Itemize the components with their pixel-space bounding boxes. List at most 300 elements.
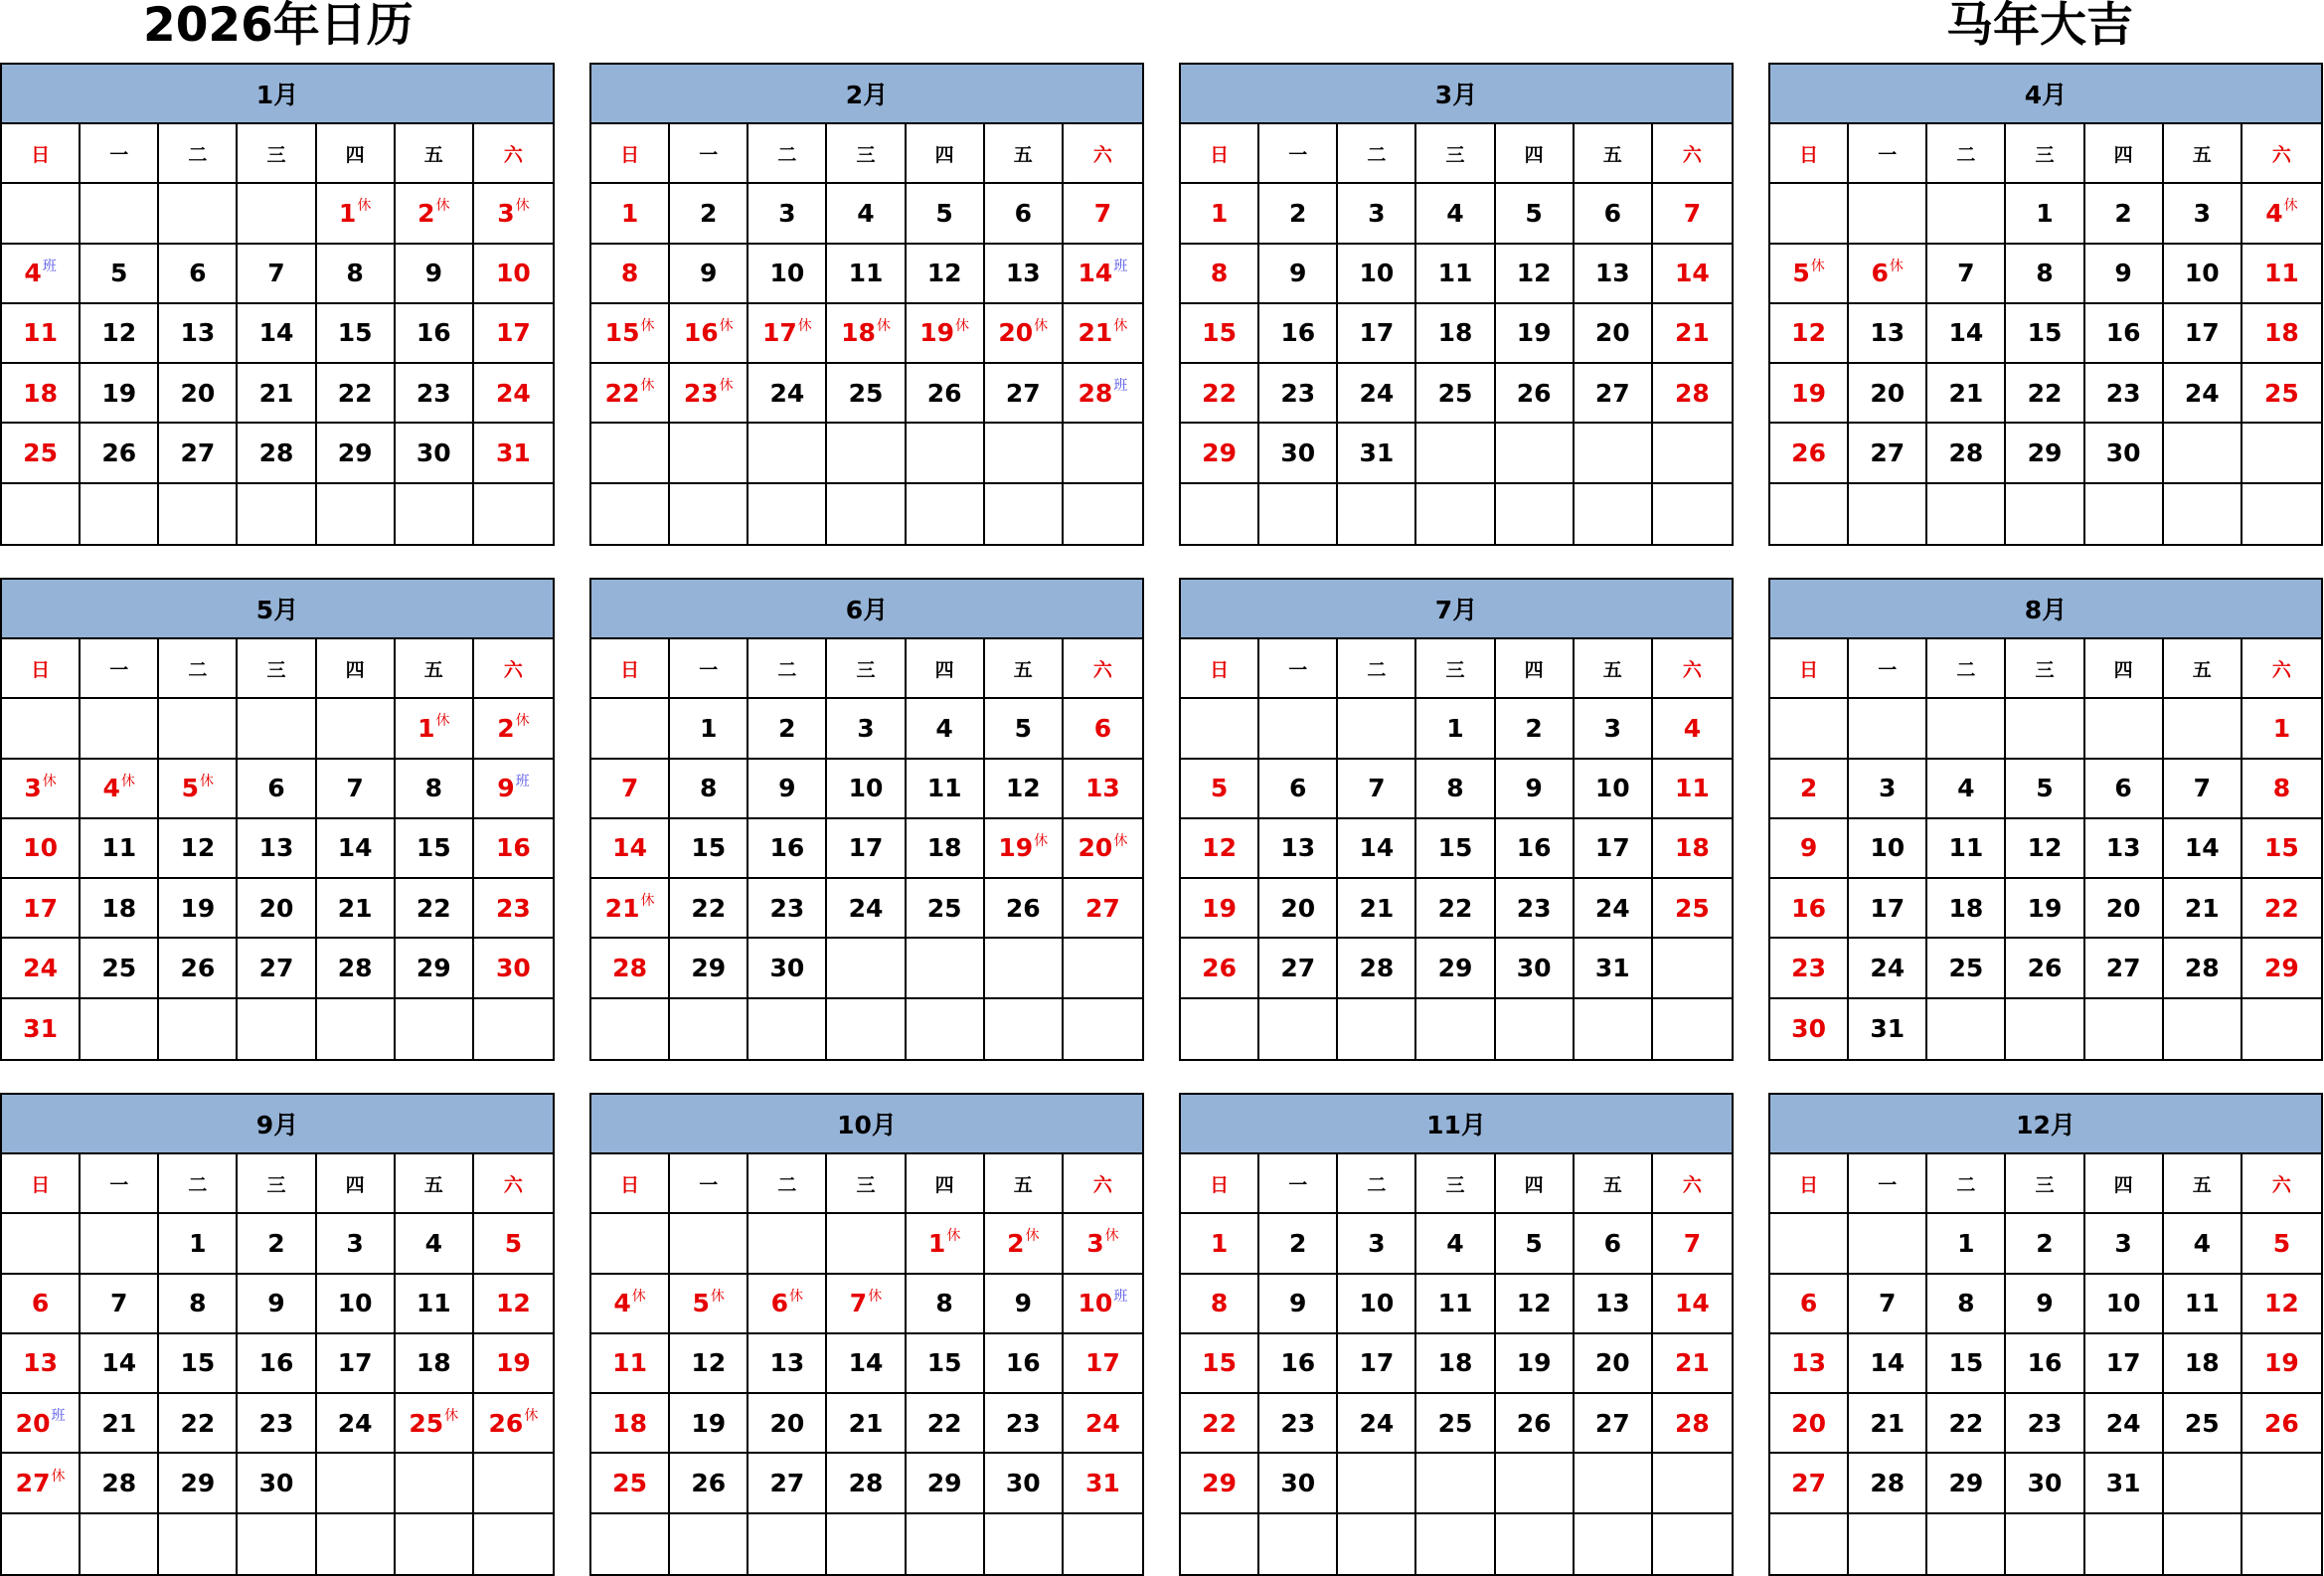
day-cell[interactable] [396, 424, 474, 483]
day-cell[interactable] [748, 1334, 827, 1394]
day-cell[interactable] [2006, 939, 2084, 998]
day-cell[interactable] [1575, 245, 1653, 304]
day-cell[interactable] [1416, 1214, 1495, 1274]
day-cell[interactable] [1575, 1334, 1653, 1394]
day-cell[interactable] [317, 879, 396, 939]
day-cell[interactable] [1064, 1394, 1142, 1454]
day-cell[interactable] [2242, 1214, 2321, 1274]
day-cell[interactable] [81, 819, 159, 879]
day-cell[interactable] [748, 1394, 827, 1454]
day-cell[interactable] [985, 1275, 1064, 1334]
day-cell[interactable] [827, 699, 906, 759]
day-cell[interactable] [81, 879, 159, 939]
day-cell[interactable] [1064, 819, 1142, 879]
day-cell[interactable] [2164, 364, 2242, 424]
day-cell[interactable] [1496, 819, 1575, 879]
day-cell[interactable] [396, 304, 474, 364]
day-cell[interactable] [2242, 1275, 2321, 1334]
day-cell[interactable] [81, 1454, 159, 1513]
day-cell[interactable] [1338, 424, 1416, 483]
day-cell[interactable] [1496, 1214, 1575, 1274]
day-cell[interactable] [2085, 304, 2164, 364]
day-cell[interactable] [985, 1394, 1064, 1454]
day-cell[interactable] [1770, 304, 1849, 364]
day-cell[interactable] [1849, 364, 1927, 424]
day-cell[interactable] [238, 304, 316, 364]
day-cell[interactable] [159, 819, 238, 879]
day-cell[interactable] [591, 1275, 670, 1334]
day-cell[interactable] [159, 364, 238, 424]
day-cell[interactable] [985, 699, 1064, 759]
day-cell[interactable] [1259, 1275, 1338, 1334]
day-cell[interactable] [2242, 819, 2321, 879]
day-cell[interactable] [81, 424, 159, 483]
day-cell[interactable] [396, 939, 474, 998]
day-cell[interactable] [1259, 245, 1338, 304]
day-cell[interactable] [2242, 699, 2321, 759]
day-cell[interactable] [1338, 304, 1416, 364]
day-cell[interactable] [1259, 184, 1338, 244]
day-cell[interactable] [1181, 1334, 1259, 1394]
day-cell[interactable] [2, 999, 81, 1059]
day-cell[interactable] [2, 364, 81, 424]
day-cell[interactable] [238, 1334, 316, 1394]
day-cell[interactable] [317, 304, 396, 364]
day-cell[interactable] [2085, 184, 2164, 244]
day-cell[interactable] [591, 879, 670, 939]
day-cell[interactable] [2085, 760, 2164, 819]
day-cell[interactable] [1416, 1275, 1495, 1334]
day-cell[interactable] [317, 1334, 396, 1394]
day-cell[interactable] [81, 304, 159, 364]
day-cell[interactable] [81, 760, 159, 819]
day-cell[interactable] [1653, 364, 1732, 424]
day-cell[interactable] [1416, 1334, 1495, 1394]
day-cell[interactable] [985, 1454, 1064, 1513]
day-cell[interactable] [1653, 760, 1732, 819]
day-cell[interactable] [1849, 1454, 1927, 1513]
day-cell[interactable] [1338, 364, 1416, 424]
day-cell[interactable] [1259, 364, 1338, 424]
day-cell[interactable] [238, 1394, 316, 1454]
day-cell[interactable] [2164, 819, 2242, 879]
day-cell[interactable] [907, 1214, 985, 1274]
day-cell[interactable] [591, 939, 670, 998]
day-cell[interactable] [396, 1394, 474, 1454]
day-cell[interactable] [2164, 1394, 2242, 1454]
day-cell[interactable] [1496, 760, 1575, 819]
day-cell[interactable] [2, 1275, 81, 1334]
day-cell[interactable] [396, 879, 474, 939]
day-cell[interactable] [1496, 1334, 1575, 1394]
day-cell[interactable] [670, 1454, 748, 1513]
day-cell[interactable] [827, 760, 906, 819]
day-cell[interactable] [81, 245, 159, 304]
day-cell[interactable] [2, 819, 81, 879]
day-cell[interactable] [985, 184, 1064, 244]
day-cell[interactable] [748, 879, 827, 939]
day-cell[interactable] [1259, 939, 1338, 998]
day-cell[interactable] [1849, 879, 1927, 939]
day-cell[interactable] [396, 184, 474, 244]
day-cell[interactable] [2, 939, 81, 998]
day-cell[interactable] [317, 1394, 396, 1454]
day-cell[interactable] [985, 1214, 1064, 1274]
day-cell[interactable] [1927, 819, 2006, 879]
day-cell[interactable] [1770, 760, 1849, 819]
day-cell[interactable] [748, 760, 827, 819]
day-cell[interactable] [1064, 879, 1142, 939]
day-cell[interactable] [238, 245, 316, 304]
day-cell[interactable] [1259, 819, 1338, 879]
day-cell[interactable] [2006, 1334, 2084, 1394]
day-cell[interactable] [1653, 1334, 1732, 1394]
day-cell[interactable] [591, 1394, 670, 1454]
day-cell[interactable] [2164, 245, 2242, 304]
day-cell[interactable] [1927, 939, 2006, 998]
day-cell[interactable] [1849, 939, 1927, 998]
day-cell[interactable] [1064, 760, 1142, 819]
day-cell[interactable] [81, 1334, 159, 1394]
day-cell[interactable] [748, 699, 827, 759]
day-cell[interactable] [396, 819, 474, 879]
day-cell[interactable] [1416, 245, 1495, 304]
day-cell[interactable] [748, 819, 827, 879]
day-cell[interactable] [1770, 999, 1849, 1059]
day-cell[interactable] [2242, 1334, 2321, 1394]
day-cell[interactable] [2085, 1394, 2164, 1454]
day-cell[interactable] [1927, 364, 2006, 424]
day-cell[interactable] [985, 879, 1064, 939]
day-cell[interactable] [474, 879, 553, 939]
day-cell[interactable] [670, 760, 748, 819]
day-cell[interactable] [827, 184, 906, 244]
day-cell[interactable] [2006, 1275, 2084, 1334]
day-cell[interactable] [827, 1394, 906, 1454]
day-cell[interactable] [1416, 304, 1495, 364]
day-cell[interactable] [1064, 699, 1142, 759]
day-cell[interactable] [317, 245, 396, 304]
day-cell[interactable] [474, 1275, 553, 1334]
day-cell[interactable] [2164, 1214, 2242, 1274]
day-cell[interactable] [1181, 1275, 1259, 1334]
day-cell[interactable] [1338, 184, 1416, 244]
day-cell[interactable] [474, 1334, 553, 1394]
day-cell[interactable] [1181, 939, 1259, 998]
day-cell[interactable] [317, 1214, 396, 1274]
day-cell[interactable] [591, 364, 670, 424]
day-cell[interactable] [2164, 184, 2242, 244]
day-cell[interactable] [670, 879, 748, 939]
day-cell[interactable] [1338, 1214, 1416, 1274]
day-cell[interactable] [1653, 1275, 1732, 1334]
day-cell[interactable] [396, 364, 474, 424]
day-cell[interactable] [1416, 819, 1495, 879]
day-cell[interactable] [907, 879, 985, 939]
day-cell[interactable] [474, 184, 553, 244]
day-cell[interactable] [1338, 819, 1416, 879]
day-cell[interactable] [1259, 879, 1338, 939]
day-cell[interactable] [1849, 999, 1927, 1059]
day-cell[interactable] [1770, 1334, 1849, 1394]
day-cell[interactable] [907, 1334, 985, 1394]
day-cell[interactable] [1653, 304, 1732, 364]
day-cell[interactable] [317, 364, 396, 424]
day-cell[interactable] [1770, 364, 1849, 424]
day-cell[interactable] [2164, 879, 2242, 939]
day-cell[interactable] [985, 760, 1064, 819]
day-cell[interactable] [2, 760, 81, 819]
day-cell[interactable] [1849, 1394, 1927, 1454]
day-cell[interactable] [1181, 879, 1259, 939]
day-cell[interactable] [827, 1334, 906, 1394]
day-cell[interactable] [159, 879, 238, 939]
day-cell[interactable] [1181, 245, 1259, 304]
day-cell[interactable] [2164, 1275, 2242, 1334]
day-cell[interactable] [1575, 1214, 1653, 1274]
day-cell[interactable] [81, 939, 159, 998]
day-cell[interactable] [1496, 245, 1575, 304]
day-cell[interactable] [317, 1275, 396, 1334]
day-cell[interactable] [1181, 1214, 1259, 1274]
day-cell[interactable] [1927, 424, 2006, 483]
day-cell[interactable] [670, 304, 748, 364]
day-cell[interactable] [1849, 819, 1927, 879]
day-cell[interactable] [670, 245, 748, 304]
day-cell[interactable] [1575, 879, 1653, 939]
day-cell[interactable] [1575, 364, 1653, 424]
day-cell[interactable] [907, 364, 985, 424]
day-cell[interactable] [159, 424, 238, 483]
day-cell[interactable] [2085, 1275, 2164, 1334]
day-cell[interactable] [474, 304, 553, 364]
day-cell[interactable] [1927, 1275, 2006, 1334]
day-cell[interactable] [1575, 760, 1653, 819]
day-cell[interactable] [2006, 184, 2084, 244]
day-cell[interactable] [1338, 1275, 1416, 1334]
day-cell[interactable] [1496, 939, 1575, 998]
day-cell[interactable] [670, 184, 748, 244]
day-cell[interactable] [1181, 424, 1259, 483]
day-cell[interactable] [1416, 879, 1495, 939]
day-cell[interactable] [238, 1214, 316, 1274]
day-cell[interactable] [2006, 1394, 2084, 1454]
day-cell[interactable] [1338, 879, 1416, 939]
day-cell[interactable] [2, 304, 81, 364]
day-cell[interactable] [2085, 1214, 2164, 1274]
day-cell[interactable] [2242, 184, 2321, 244]
day-cell[interactable] [1181, 184, 1259, 244]
day-cell[interactable] [1496, 699, 1575, 759]
day-cell[interactable] [1653, 1394, 1732, 1454]
day-cell[interactable] [1496, 1394, 1575, 1454]
day-cell[interactable] [2006, 304, 2084, 364]
day-cell[interactable] [1849, 1334, 1927, 1394]
day-cell[interactable] [748, 304, 827, 364]
day-cell[interactable] [670, 939, 748, 998]
day-cell[interactable] [1849, 1275, 1927, 1334]
day-cell[interactable] [474, 939, 553, 998]
day-cell[interactable] [1416, 184, 1495, 244]
day-cell[interactable] [159, 1214, 238, 1274]
day-cell[interactable] [1770, 1394, 1849, 1454]
day-cell[interactable] [1496, 364, 1575, 424]
day-cell[interactable] [396, 1334, 474, 1394]
day-cell[interactable] [1849, 245, 1927, 304]
day-cell[interactable] [2006, 1214, 2084, 1274]
day-cell[interactable] [474, 1394, 553, 1454]
day-cell[interactable] [2085, 364, 2164, 424]
day-cell[interactable] [907, 184, 985, 244]
day-cell[interactable] [1181, 760, 1259, 819]
day-cell[interactable] [2, 1454, 81, 1513]
day-cell[interactable] [474, 424, 553, 483]
day-cell[interactable] [317, 760, 396, 819]
day-cell[interactable] [591, 184, 670, 244]
day-cell[interactable] [1181, 364, 1259, 424]
day-cell[interactable] [474, 760, 553, 819]
day-cell[interactable] [1338, 1334, 1416, 1394]
day-cell[interactable] [2085, 1454, 2164, 1513]
day-cell[interactable] [2242, 304, 2321, 364]
day-cell[interactable] [1064, 184, 1142, 244]
day-cell[interactable] [474, 245, 553, 304]
day-cell[interactable] [1338, 245, 1416, 304]
day-cell[interactable] [1927, 1214, 2006, 1274]
day-cell[interactable] [396, 1214, 474, 1274]
day-cell[interactable] [1496, 304, 1575, 364]
day-cell[interactable] [1927, 1334, 2006, 1394]
day-cell[interactable] [474, 699, 553, 759]
day-cell[interactable] [827, 245, 906, 304]
day-cell[interactable] [1259, 1454, 1338, 1513]
day-cell[interactable] [907, 1275, 985, 1334]
day-cell[interactable] [1770, 1275, 1849, 1334]
day-cell[interactable] [748, 364, 827, 424]
day-cell[interactable] [1653, 879, 1732, 939]
day-cell[interactable] [985, 364, 1064, 424]
day-cell[interactable] [907, 699, 985, 759]
day-cell[interactable] [670, 699, 748, 759]
day-cell[interactable] [1770, 424, 1849, 483]
day-cell[interactable] [1416, 1394, 1495, 1454]
day-cell[interactable] [474, 364, 553, 424]
day-cell[interactable] [1927, 879, 2006, 939]
day-cell[interactable] [1259, 424, 1338, 483]
day-cell[interactable] [2164, 760, 2242, 819]
day-cell[interactable] [591, 819, 670, 879]
day-cell[interactable] [1927, 760, 2006, 819]
day-cell[interactable] [1653, 699, 1732, 759]
day-cell[interactable] [985, 245, 1064, 304]
day-cell[interactable] [238, 879, 316, 939]
day-cell[interactable] [1064, 1454, 1142, 1513]
day-cell[interactable] [2, 1334, 81, 1394]
day-cell[interactable] [1064, 364, 1142, 424]
day-cell[interactable] [1849, 424, 1927, 483]
day-cell[interactable] [1575, 1275, 1653, 1334]
day-cell[interactable] [2242, 879, 2321, 939]
day-cell[interactable] [1575, 819, 1653, 879]
day-cell[interactable] [907, 760, 985, 819]
day-cell[interactable] [591, 304, 670, 364]
day-cell[interactable] [2085, 879, 2164, 939]
day-cell[interactable] [827, 364, 906, 424]
day-cell[interactable] [1064, 1334, 1142, 1394]
day-cell[interactable] [396, 760, 474, 819]
day-cell[interactable] [2, 245, 81, 304]
day-cell[interactable] [1259, 1214, 1338, 1274]
day-cell[interactable] [670, 1275, 748, 1334]
day-cell[interactable] [1653, 184, 1732, 244]
day-cell[interactable] [1653, 819, 1732, 879]
day-cell[interactable] [670, 1394, 748, 1454]
day-cell[interactable] [985, 304, 1064, 364]
day-cell[interactable] [1496, 879, 1575, 939]
day-cell[interactable] [2006, 245, 2084, 304]
day-cell[interactable] [748, 939, 827, 998]
day-cell[interactable] [827, 304, 906, 364]
day-cell[interactable] [474, 1214, 553, 1274]
day-cell[interactable] [81, 364, 159, 424]
day-cell[interactable] [238, 424, 316, 483]
day-cell[interactable] [2006, 879, 2084, 939]
day-cell[interactable] [396, 245, 474, 304]
day-cell[interactable] [159, 1275, 238, 1334]
day-cell[interactable] [2242, 245, 2321, 304]
day-cell[interactable] [1181, 819, 1259, 879]
day-cell[interactable] [1575, 699, 1653, 759]
day-cell[interactable] [317, 184, 396, 244]
day-cell[interactable] [238, 939, 316, 998]
day-cell[interactable] [2085, 245, 2164, 304]
day-cell[interactable] [1064, 1214, 1142, 1274]
day-cell[interactable] [396, 699, 474, 759]
day-cell[interactable] [670, 364, 748, 424]
day-cell[interactable] [591, 1454, 670, 1513]
day-cell[interactable] [907, 1454, 985, 1513]
day-cell[interactable] [1416, 699, 1495, 759]
day-cell[interactable] [2006, 760, 2084, 819]
day-cell[interactable] [2242, 1394, 2321, 1454]
day-cell[interactable] [159, 1454, 238, 1513]
day-cell[interactable] [2006, 1454, 2084, 1513]
day-cell[interactable] [1770, 939, 1849, 998]
day-cell[interactable] [2006, 364, 2084, 424]
day-cell[interactable] [1653, 245, 1732, 304]
day-cell[interactable] [2164, 939, 2242, 998]
day-cell[interactable] [396, 1275, 474, 1334]
day-cell[interactable] [159, 939, 238, 998]
day-cell[interactable] [1416, 760, 1495, 819]
day-cell[interactable] [748, 184, 827, 244]
day-cell[interactable] [1927, 1454, 2006, 1513]
day-cell[interactable] [748, 245, 827, 304]
day-cell[interactable] [1770, 819, 1849, 879]
day-cell[interactable] [81, 1394, 159, 1454]
day-cell[interactable] [1259, 1394, 1338, 1454]
day-cell[interactable] [827, 819, 906, 879]
day-cell[interactable] [1653, 1214, 1732, 1274]
day-cell[interactable] [159, 760, 238, 819]
day-cell[interactable] [1338, 760, 1416, 819]
day-cell[interactable] [1064, 1275, 1142, 1334]
day-cell[interactable] [2242, 760, 2321, 819]
day-cell[interactable] [1770, 1454, 1849, 1513]
day-cell[interactable] [1259, 1334, 1338, 1394]
day-cell[interactable] [1496, 1275, 1575, 1334]
day-cell[interactable] [317, 939, 396, 998]
